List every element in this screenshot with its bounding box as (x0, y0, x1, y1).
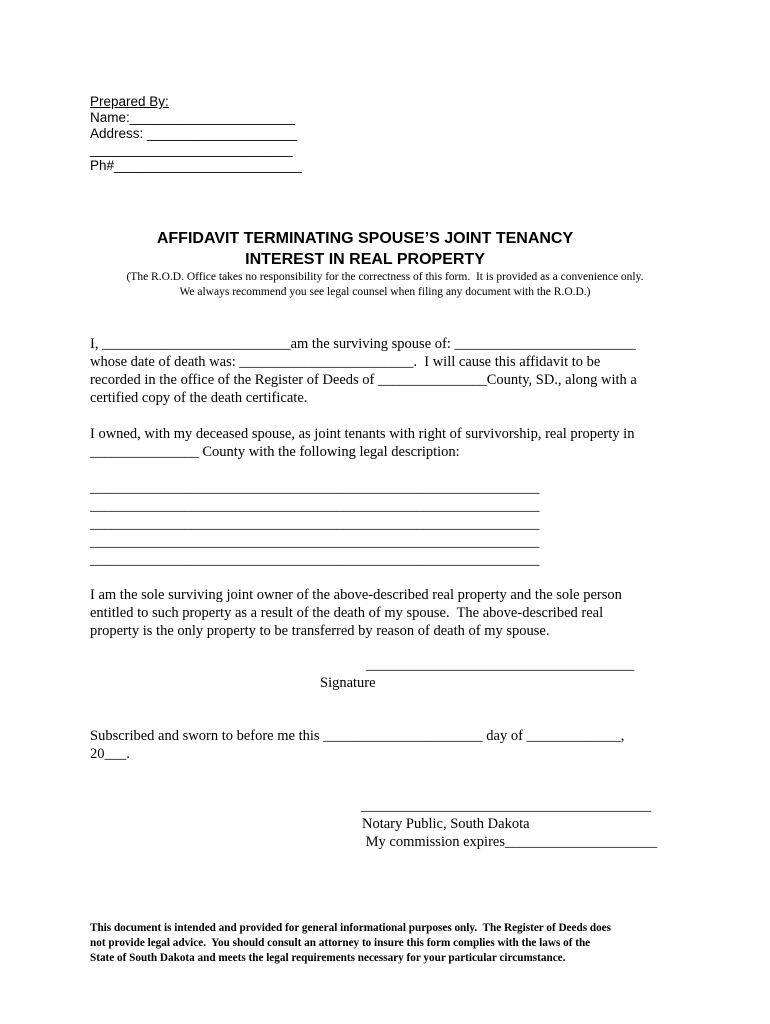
address-field[interactable]: Address: ____________________ (90, 126, 298, 141)
legal-description-line[interactable]: ______________________________________________________________ (90, 480, 540, 496)
para3-line: entitled to such property as a result of the death of my spouse. The above-described real (90, 605, 604, 621)
para1-line: recorded in the office of the Register of Deeds of _______________County, SD., along with a (90, 372, 637, 388)
commission-expires-field[interactable]: My commission expires_____________________ (362, 834, 658, 850)
para2-line: I owned, with my deceased spouse, as joint tenants with right of survivorship, real property in (90, 426, 635, 442)
disclaimer-line1: (The R.O.D. Office takes no responsibility for the correctness of this form. It is provided as a convenience only. (126, 271, 644, 283)
signature-line[interactable]: _____________________________________ (366, 657, 635, 673)
notary-title: Notary Public, South Dakota (362, 816, 530, 832)
para1-line: whose date of death was: ________________________. I will cause this affidavit to be (90, 354, 601, 370)
para2-line: _______________ County with the following legal description: (90, 444, 460, 460)
document-title-line2: INTEREST IN REAL PROPERTY (245, 251, 485, 268)
legal-description-line[interactable]: ______________________________________________________________ (90, 516, 540, 532)
document-title-line1: AFFIDAVIT TERMINATING SPOUSE’S JOINT TENANCY (156, 230, 574, 247)
sworn-line[interactable]: Subscribed and sworn to before me this ______________________ day of _____________, (90, 728, 625, 744)
prepared-by-label: Prepared By: (90, 94, 169, 109)
legal-description-line[interactable]: ______________________________________________________________ (90, 498, 540, 514)
name-field[interactable]: Name:______________________ (90, 110, 295, 125)
legal-description-line[interactable]: ______________________________________________________________ (90, 534, 540, 550)
para1-line: I, __________________________am the surviving spouse of: _________________________ (90, 336, 636, 352)
sworn-year-line[interactable]: 20___. (90, 746, 130, 762)
disclaimer-line2: We always recommend you see legal counsel when filing any document with the R.O.D.) (179, 286, 591, 298)
address-line2-field[interactable]: ___________________________ (90, 142, 293, 157)
para3-line: I am the sole surviving joint owner of the above-described real property and the sole person (90, 587, 622, 603)
legal-description-line[interactable]: ______________________________________________________________ (90, 552, 540, 568)
para1-line: certified copy of the death certificate. (90, 390, 308, 406)
phone-field[interactable]: Ph#_________________________ (90, 158, 302, 173)
footer-disclaimer-line: not provide legal advice. You should consult an attorney to insure this form complies with the laws of the (90, 937, 591, 949)
footer-disclaimer-line: State of South Dakota and meets the legal requirements necessary for your particular circumstance. (90, 952, 566, 964)
para3-line: property is the only property to be transferred by reason of death of my spouse. (90, 623, 550, 639)
signature-label: Signature (320, 675, 376, 691)
notary-signature-line[interactable]: ________________________________________ (361, 798, 651, 814)
footer-disclaimer-line: This document is intended and provided for general informational purposes only. The Register of Deeds does (90, 922, 611, 934)
